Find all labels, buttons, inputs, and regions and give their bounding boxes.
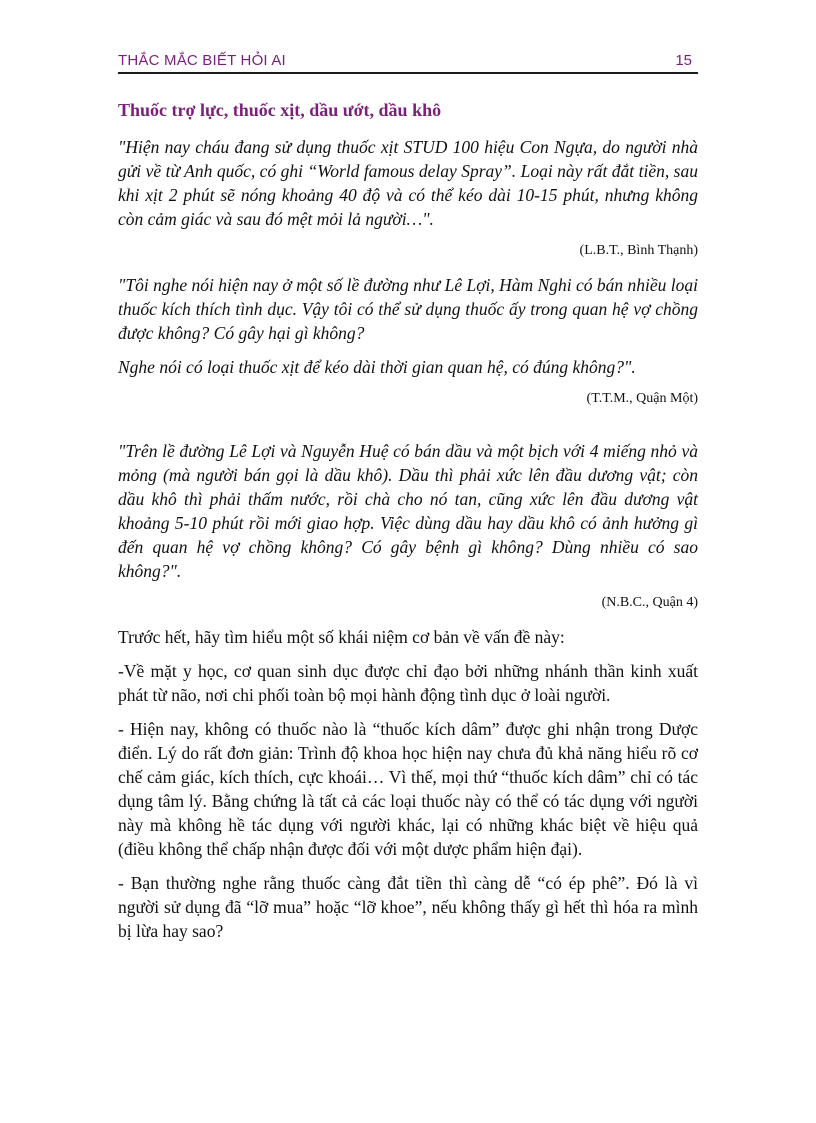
answer-paragraph: -Về mặt y học, cơ quan sinh dục được chỉ đạo bởi những nhánh thần kinh xuất phát từ não, nơi chi phối toàn bộ mọi hành động tình dục ở loài người. xyxy=(118,661,698,705)
reader-letter xyxy=(118,135,698,261)
answer-paragraph: Trước hết, hãy tìm hiểu một số khái niệm cơ bản về vấn đề này: xyxy=(118,627,565,647)
page-number: 15 xyxy=(675,52,692,69)
answer-paragraph: - Hiện nay, không có thuốc nào là “thuốc kích dâm” được ghi nhận trong Dược điển. Lý do rất đơn giản: Trình độ khoa học hiện nay chưa đủ khả năng hiểu rõ cơ chế cảm giác, kích thích, cực khoái… Vì thế, mọi thứ “thuốc kích dâm” chỉ có tác dụng tâm lý. Bằng chứng là tất cả các loại thuốc này có thể có tác dụng với người này mà không hề tác dụng với người khác, lại có những khác biệt về hiệu quả (điều không thể chấp nhận được đối với một dược phẩm hiện đại). xyxy=(118,719,698,859)
reader-letter xyxy=(118,439,698,613)
header-title: THẮC MẮC BIẾT HỎI AI xyxy=(118,52,286,69)
letter-paragraph: Nghe nói có loại thuốc xịt để kéo dài thời gian quan hệ, có đúng không?". xyxy=(118,357,636,377)
answer-paragraph: - Bạn thường nghe rằng thuốc càng đắt tiền thì càng dễ “có ép phê”. Đó là vì người sử dụng đã “lỡ mua” hoặc “lỡ khoe”, nếu không thấy gì hết thì hóa ra mình bị lừa hay sao? xyxy=(118,873,698,941)
letter-source: (T.T.M., Quận Một) xyxy=(586,391,698,406)
page-content xyxy=(118,98,698,953)
answer-section xyxy=(118,625,698,943)
letter-source: (N.B.C., Quận 4) xyxy=(601,595,698,610)
section-title: Thuốc trợ lực, thuốc xịt, dầu ướt, dầu khô xyxy=(118,100,442,120)
letter-paragraph: "Hiện nay cháu đang sử dụng thuốc xịt STUD 100 hiệu Con Ngựa, do người nhà gửi về từ Anh quốc, có ghi “World famous delay Spray”. Loại này rất đắt tiền, sau khi xịt 2 phút sẽ nóng khoảng 40 độ và có thể kéo dài 10-15 phút, nhưng không còn cảm giác và sau đó mệt mỏi lả người…". xyxy=(118,137,698,229)
reader-letter xyxy=(118,273,698,409)
letter-paragraph: "Tôi nghe nói hiện nay ở một số lề đường như Lê Lợi, Hàm Nghi có bán nhiều loại thuốc kích thích tình dục. Vậy tôi có thể sử dụng thuốc ấy trong quan hệ vợ chồng được không? Có gây hại gì không? xyxy=(118,275,698,343)
letter-paragraph: "Trên lề đường Lê Lợi và Nguyễn Huệ có bán dầu và một bịch với 4 miếng nhỏ và mỏng (mà người bán gọi là dầu khô). Dầu thì phải xức lên đầu dương vật; còn dầu khô thì phải thấm nước, rồi chà cho nó tan, cũng xức lên đầu dương vật khoảng 5-10 phút rồi mới giao hợp. Việc dùng dầu hay dầu khô có ảnh hưởng gì đến quan hệ vợ chồng không? Có gây bệnh gì không? Dùng nhiều có sao không?". xyxy=(118,441,698,581)
page-header xyxy=(118,50,698,74)
letter-source: (L.B.T., Bình Thạnh) xyxy=(579,243,698,258)
